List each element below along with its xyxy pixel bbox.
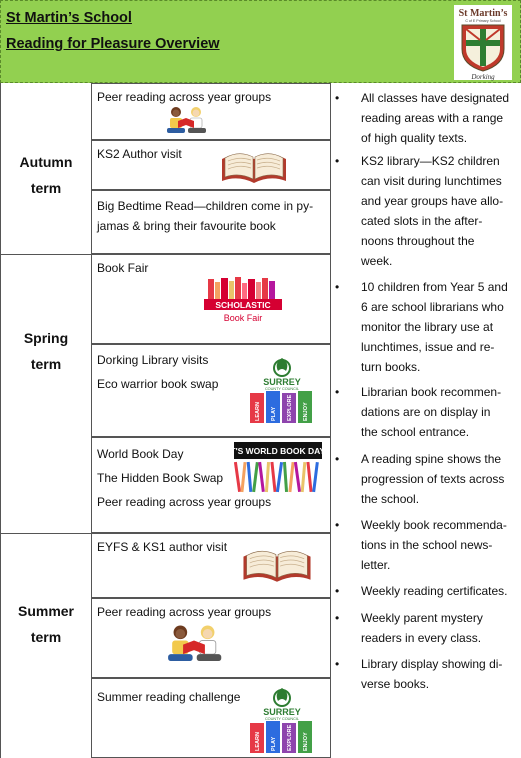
list-item-text: of high quality texts.: [361, 131, 468, 145]
activity-text: Big Bedtime Read—children come in py-: [97, 199, 314, 213]
list-item-text: the school.: [361, 492, 420, 506]
term-divider: [0, 533, 92, 534]
activity-cell: [92, 598, 331, 678]
page-title: Reading for Pleasure Overview: [6, 36, 220, 52]
book-fair-word: Book Fair: [223, 313, 263, 323]
spine-label: PLAY: [271, 736, 277, 751]
activity-text: Peer reading across year groups: [97, 495, 272, 509]
surrey-word: SURREY: [263, 707, 301, 717]
bullet-marker: •: [335, 611, 340, 625]
term-label-line: term: [30, 356, 62, 372]
list-item-text: Library display showing di-: [361, 657, 503, 671]
activity-text: Peer reading across year groups: [97, 90, 272, 104]
list-item-text: lunchtimes, issue and re-: [361, 340, 495, 354]
list-item-text: reading areas with a range: [361, 111, 504, 125]
list-item-text: KS2 library—KS2 children: [361, 154, 500, 168]
list-item-text: and year groups have allo-: [361, 194, 504, 208]
list-item-text: Weekly parent mystery: [361, 611, 483, 625]
activity-cell: [92, 140, 331, 190]
school-crest-logo: [454, 5, 512, 80]
bullet-marker: •: [335, 154, 340, 168]
spine-label: LEARN: [255, 732, 261, 751]
term-label-spring: [0, 325, 92, 377]
term-label-line: Summer: [17, 603, 75, 619]
activity-text: The Hidden Book Swap: [97, 471, 224, 485]
header-banner: [0, 0, 521, 83]
spine-label: ENJOY: [303, 732, 309, 751]
list-item-text: noons throughout the: [361, 234, 475, 248]
world-book-day-logo: [228, 442, 328, 496]
term-label-line: term: [30, 180, 62, 196]
list-item-text: 10 children from Year 5 and: [361, 280, 508, 294]
scholastic-word: SCHOLASTIC: [215, 300, 271, 310]
activity-text: Book Fair: [97, 261, 149, 275]
activity-cell: [92, 437, 331, 533]
activity-cell: [92, 254, 331, 344]
open-book-icon: [218, 145, 290, 187]
term-label-autumn: [0, 149, 92, 201]
terms-grid: [0, 83, 331, 758]
crest-sub-text: C of E Primary School: [465, 19, 501, 23]
list-item-text: Weekly reading certificates.: [361, 584, 508, 598]
bullet-marker: •: [335, 518, 340, 532]
list-item-text: A reading spine shows the: [361, 452, 502, 466]
list-item-text: turn books.: [361, 360, 421, 374]
activity-text: Eco warrior book swap: [97, 377, 219, 391]
activity-text: Summer reading challenge: [97, 690, 241, 704]
activity-text: World Book Day: [97, 447, 184, 461]
list-item-text: readers in every class.: [361, 631, 482, 645]
list-item-text: letter.: [361, 558, 391, 572]
spine-label: EXPLORE: [287, 394, 293, 421]
spine-label: PLAY: [271, 406, 277, 421]
term-label-line: term: [30, 629, 62, 645]
bullet-marker: •: [335, 385, 340, 399]
list-item-text: Weekly book recommenda-: [361, 518, 507, 532]
bullet-marker: •: [335, 584, 340, 598]
list-item-text: Librarian book recommen-: [361, 385, 502, 399]
activity-cell: [92, 678, 331, 758]
spine-label: EXPLORE: [287, 724, 293, 751]
children-reading-icon: [164, 621, 224, 671]
crest-bottom-text: Dorking: [471, 73, 495, 81]
activity-cell: [92, 533, 331, 598]
open-book-icon: [238, 542, 316, 586]
county-council-word: COUNTY COUNCIL: [264, 717, 300, 721]
list-item-text: dations are on display in: [361, 405, 491, 419]
activity-cell: [92, 344, 331, 437]
activity-text: EYFS & KS1 author visit: [97, 540, 228, 554]
term-label-line: Spring: [23, 330, 69, 346]
spine-label: LEARN: [255, 402, 261, 421]
activity-text: KS2 Author visit: [97, 147, 182, 161]
spring-term-box: [0, 254, 92, 533]
bullet-marker: •: [335, 452, 340, 466]
children-reading-icon: [164, 106, 208, 138]
county-council-word: COUNTY COUNCIL: [264, 387, 300, 391]
activity-text: jamas & bring their favourite book: [97, 219, 276, 233]
activity-text: Peer reading across year groups: [97, 605, 272, 619]
list-item-text: can visit during lunchtimes: [361, 174, 502, 188]
spine-label: ENJOY: [303, 402, 309, 421]
school-name: St Martin’s School: [6, 10, 132, 26]
bullet-marker: •: [335, 91, 340, 105]
bullet-marker: •: [335, 280, 340, 294]
activity-text: Dorking Library visits: [97, 353, 209, 367]
list-item-text: monitor the library use at: [361, 320, 494, 334]
list-item-text: All classes have designated: [361, 91, 510, 105]
term-label-summer: [0, 598, 92, 650]
bullet-marker: •: [335, 657, 340, 671]
surrey-word: SURREY: [263, 377, 301, 387]
list-item-text: verse books.: [361, 677, 430, 691]
activity-cell: [92, 83, 331, 140]
world-book-day-text: IT'S WORLD BOOK DAY!: [228, 446, 328, 456]
surrey-county-council-logo: [242, 685, 322, 755]
list-item-text: week.: [361, 254, 393, 268]
list-item-text: tions in the school news-: [361, 538, 493, 552]
list-item-text: the school entrance.: [361, 425, 470, 439]
term-divider: [0, 254, 92, 255]
crest-top-text: St Martin’s: [458, 8, 508, 19]
activity-cell: [92, 190, 331, 254]
term-label-line: Autumn: [19, 154, 73, 170]
surrey-county-council-logo: [242, 355, 322, 425]
list-item-text: 6 are school librarians who: [361, 300, 504, 314]
list-item-text: progression of texts across: [361, 472, 505, 486]
list-item-text: cated slots in the after-: [361, 214, 483, 228]
scholastic-book-fair-logo: [202, 277, 284, 327]
